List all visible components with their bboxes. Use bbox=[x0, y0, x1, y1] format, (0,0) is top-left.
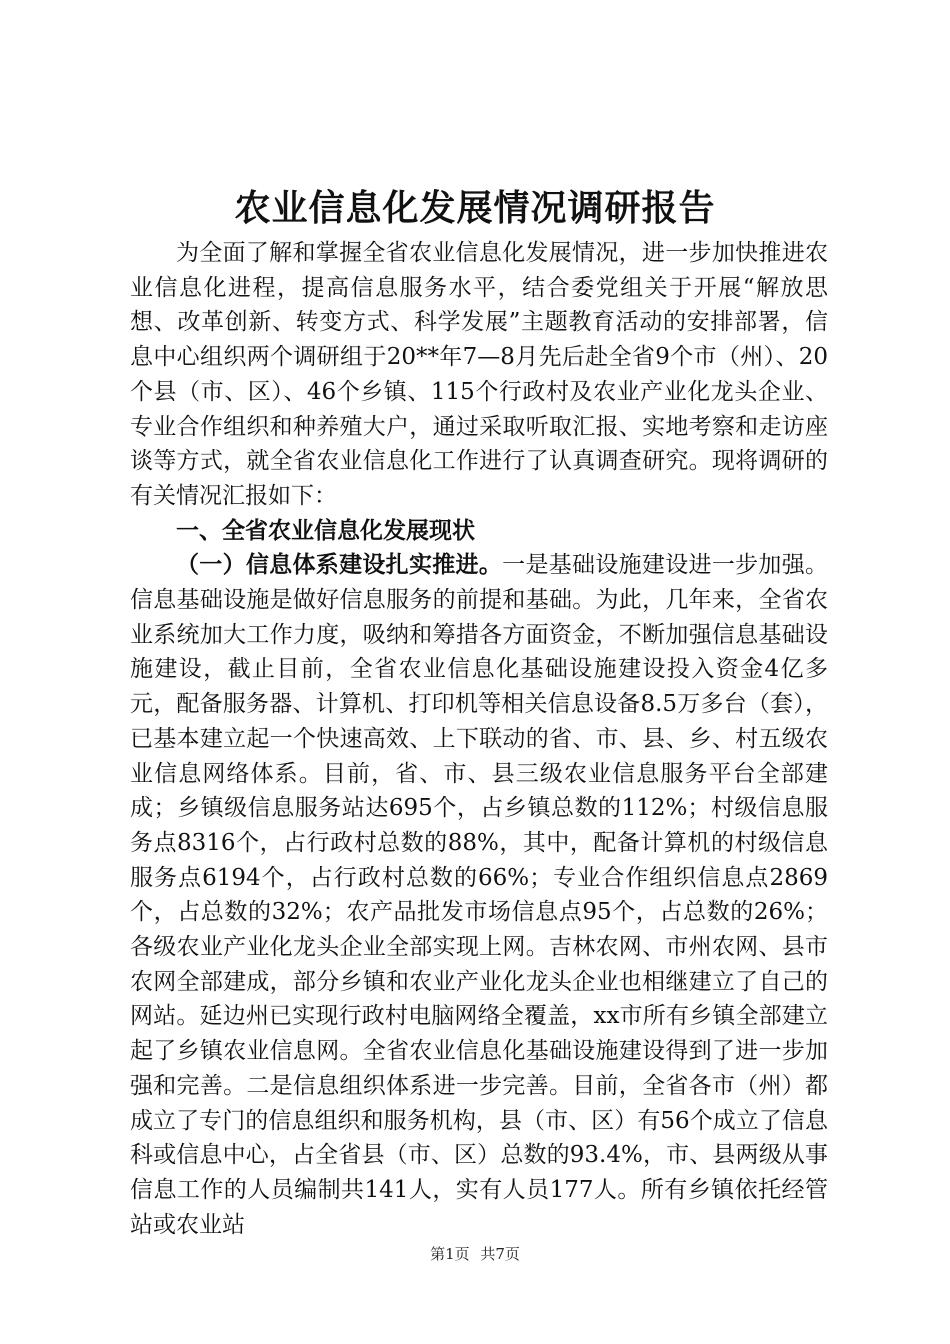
page-total: 共7页 bbox=[480, 1245, 520, 1263]
subsection-text: 一是基础设施建设进一步加强。信息基础设施是做好信息服务的前提和基础。为此，几年来，全省农业系统加大工作力度，吸纳和筹措各方面资金，不断加强信息基础设施建设，截止目前，全省农业信息化基础设施建设投入资金4亿多元，配备服务器、计算机、打印机等相关信息设备8.5万多台（套），已基本建立起一个快速高效、上下联动的省、市、县、乡、村五级农业信息网络体系。目前，省、市、县三级农业信息服务平台全部建成；乡镇级信息服务站达695个，占乡镇总数的112%；村级信息服务点8316个，占行政村总数的88%，其中，配备计算机的村级信息服务点6194个，占行政村总数的66%；专业合作组织信息点2869个，占总数的32%；农产品批发市场信息点95个，占总数的26%；各级农业产业化龙头企业全部实现上网。吉林农网、市州农网、县市农网全部建成，部分乡镇和农业产业化龙头企业也相继建立了自己的网站。延边州已实现行政村电脑网络全覆盖，xx市所有乡镇全部建立起了乡镇农业信息网。全省农业信息化基础设施建设得到了进一步加强和完善。二是信息组织体系进一步完善。目前，全省各市（州）都成立了专门的信息组织和服务机构，县（市、区）有56个成立了信息科或信息中心，占全省县（市、区）总数的93.4%，市、县两级从事信息工作的人员编制共141人，实有人员177人。所有乡镇依托经管站或农业站 bbox=[130, 552, 829, 1238]
subsection-paragraph bbox=[130, 548, 828, 1242]
subsection-heading: （一）信息体系建设扎实推进。 bbox=[176, 551, 503, 579]
page-footer bbox=[0, 1244, 950, 1264]
document-title: 农业信息化发展情况调研报告 bbox=[234, 187, 716, 229]
document-body bbox=[130, 236, 828, 1242]
page-number: 第1页 bbox=[430, 1245, 470, 1263]
intro-paragraph: 为全面了解和掌握全省农业信息化发展情况，进一步加快推进农业信息化进程，提高信息服务水平，结合委党组关于开展“解放思想、改革创新、转变方式、科学发展”主题教育活动的安排部署，信息中心组织两个调研组于20**年7—8月先后赴全省9个市（州）、20个县（市、区）、46个乡镇、115个行政村及农业产业化龙头企业、专业合作组织和种养殖大户，通过采取听取汇报、实地考察和走访座谈等方式，就全省农业信息化工作进行了认真调查研究。现将调研的有关情况汇报如下： bbox=[130, 240, 828, 509]
section-heading: 一、全省农业信息化发展现状 bbox=[176, 516, 475, 544]
